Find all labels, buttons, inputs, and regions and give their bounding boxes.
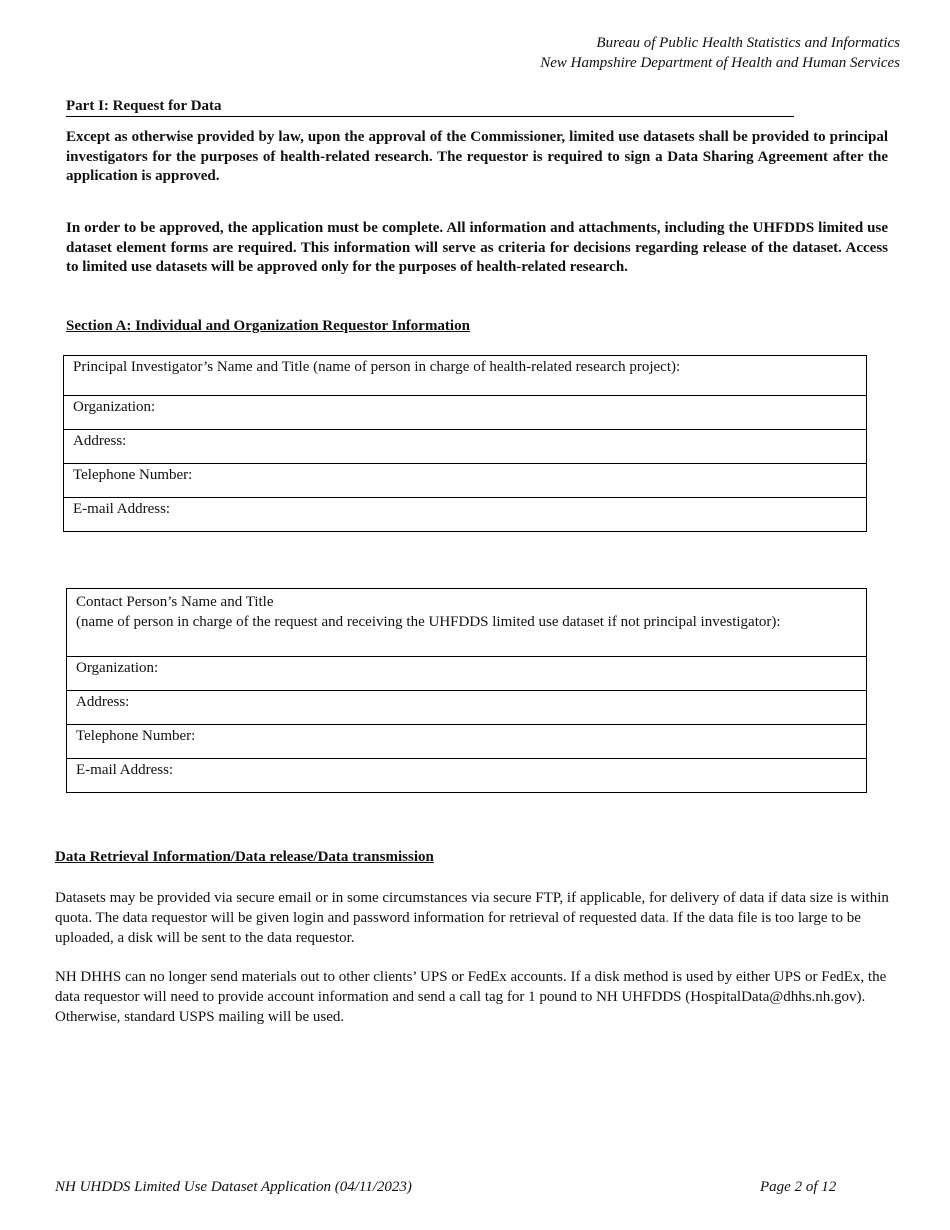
retrieval-paragraph-delivery [55,888,905,948]
form-row [67,657,867,691]
retrieval-period: . [665,910,670,926]
form-row [64,356,867,396]
form-row [67,589,867,657]
form-row [64,498,867,532]
retrieval-text-end: If the data file is too large to be uploaded, a disk will be sent to the data requestor. [55,910,861,946]
contact-telephone-field[interactable]: Telephone Number: [67,725,867,759]
contact-name-note: (name of person in charge of the request and receiving the UHFDDS limited use dataset if not principal investigator): [76,614,781,630]
pi-telephone-field[interactable]: Telephone Number: [64,464,867,498]
form-row [67,759,867,793]
contact-name-field[interactable] [67,589,867,657]
principal-investigator-form [63,355,867,532]
intro-paragraph-approval: Except as otherwise provided by law, upon the approval of the Commissioner, limited use datasets shall be provided to principal investigators for the purposes of health-related research. The requestor is required to sign a Data Sharing Agreement after the application is approved. [66,129,888,184]
contact-name-label: Contact Person’s Name and Title [76,594,274,610]
header-bureau: Bureau of Public Health Statistics and Informatics [596,35,900,51]
contact-email-field[interactable]: E-mail Address: [67,759,867,793]
intro-paragraph-requirements: In order to be approved, the application must be complete. All information and attachments, including the UHFDDS limited use dataset element forms are required. This information will serve as criteria for decisions regarding release of the dataset. Access to limited use datasets will be approved only for the purposes of health-related research. [66,220,888,275]
pi-name-field[interactable]: Principal Investigator’s Name and Title (name of person in charge of health-related research project): [64,356,867,396]
retrieval-text-start: Datasets may be provided via secure email or in some circumstances via secure FTP, if applicable, for delivery of data if data size is within quota. The data requestor will be given login and password information for retrieval of requested data [55,890,889,926]
section-a-heading: Section A: Individual and Organization Requestor Information [66,318,470,334]
form-row [64,464,867,498]
part-title: Part I: Request for Data [66,98,794,117]
pi-email-field[interactable]: E-mail Address: [64,498,867,532]
data-retrieval-heading: Data Retrieval Information/Data release/Data transmission [55,849,434,865]
contact-person-form [66,588,867,793]
footer-page-number: Page 2 of 12 [760,1179,837,1195]
form-row [64,430,867,464]
footer-document-title: NH UHDDS Limited Use Dataset Application (04/11/2023) [55,1179,412,1195]
pi-address-field[interactable]: Address: [64,430,867,464]
contact-organization-field[interactable]: Organization: [67,657,867,691]
contact-address-field[interactable]: Address: [67,691,867,725]
form-row [67,725,867,759]
form-row [64,396,867,430]
form-row [67,691,867,725]
header-department: New Hampshire Department of Health and Human Services [540,55,900,71]
retrieval-paragraph-shipping: NH DHHS can no longer send materials out to other clients’ UPS or FedEx accounts. If a disk method is used by either UPS or FedEx, the data requestor will need to provide account information and send a call tag for 1 pound to NH UHFDDS (HospitalData@dhhs.nh.gov). Otherwise, standard USPS mailing will be used. [55,969,887,1025]
pi-organization-field[interactable]: Organization: [64,396,867,430]
